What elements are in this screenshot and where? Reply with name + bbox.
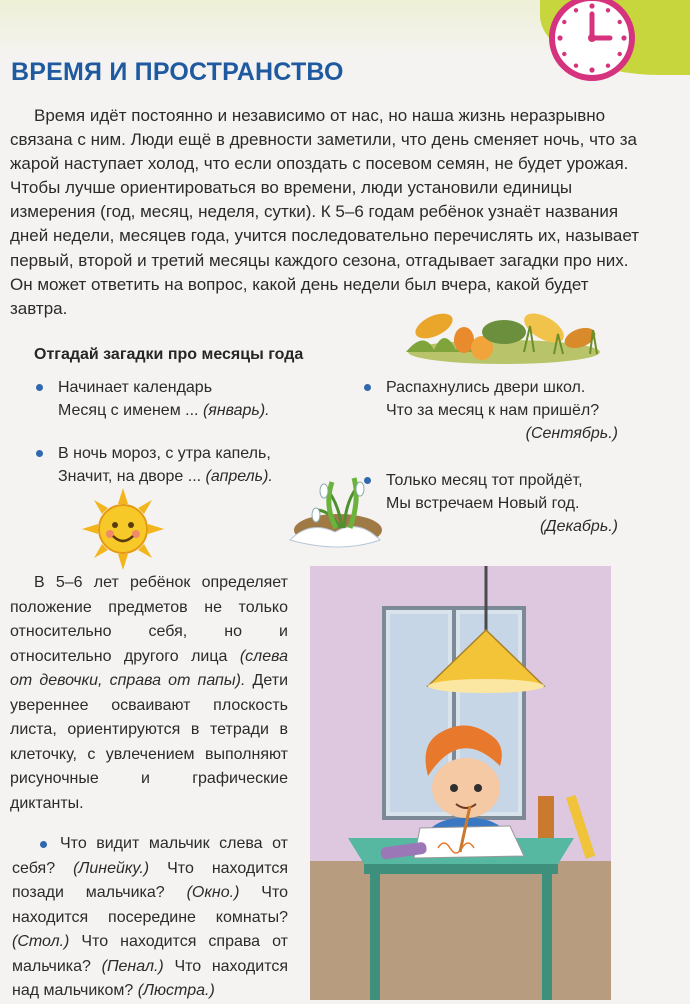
question-answer: (Стол.) bbox=[12, 933, 70, 950]
riddle-answer: (Сентябрь.) bbox=[525, 425, 618, 442]
boy-at-desk-illustration bbox=[310, 566, 611, 1000]
question-answer: (Пенал.) bbox=[101, 957, 164, 975]
question: Что находится посередине комнаты? bbox=[12, 884, 289, 926]
bullet-icon bbox=[40, 841, 47, 848]
riddle-answer: (январь). bbox=[202, 402, 270, 419]
riddle-line: Что за месяц к нам пришёл? bbox=[386, 402, 600, 419]
space-text-2: Дети увереннее осваивают плоскость листа, ориентируются в тетради в клеточку, с увлечением выполняют рисуночные и графические диктанты. bbox=[10, 672, 288, 812]
riddle-line: В ночь мороз, с утра капель, bbox=[58, 445, 271, 462]
riddle-line: Мы встречаем Новый год. bbox=[386, 495, 580, 512]
riddle-line: Начинает календарь bbox=[58, 379, 213, 396]
question: Что находится над мальчиком? bbox=[12, 957, 289, 999]
questions-paragraph bbox=[12, 832, 288, 1004]
riddle-line: Только месяц тот пройдёт, bbox=[386, 472, 583, 489]
riddle-line: Значит, на дворе ... bbox=[58, 468, 202, 485]
question-answer: (Линейку.) bbox=[73, 859, 150, 877]
intro-paragraph: Время идёт постоянно и независимо от нас, но наша жизнь неразрывно связана с ним. Люди ещё в древности заметили, что день сменяет ночь, что за жарой наступает холод, что если опоздать с посевом семян, не будет урожая. Чтобы лучше ориентироваться во времени, люди установили единицы измерения (год, месяц, неделя, сутки). К 5–6 годам ребёнок узнаёт названия дней недели, месяцев года, учится последовательно перечислять их, называет первый, второй и третий месяцы каждого сезона, отгадывает загадки про них. Он может ответить на вопрос, какой день недели был вчера, какой будет завтра. bbox=[10, 106, 640, 318]
riddle-answer: (Декабрь.) bbox=[539, 518, 618, 535]
riddles-heading: Отгадай загадки про месяцы года bbox=[34, 346, 304, 363]
snowdrop-illustration bbox=[280, 470, 390, 555]
bullet-icon bbox=[36, 384, 43, 391]
riddle-january bbox=[58, 376, 270, 422]
clock-icon bbox=[546, 0, 638, 84]
space-paragraph bbox=[10, 571, 288, 816]
question-answer: (Окно.) bbox=[186, 884, 240, 901]
question: Что находится справа от мальчика? bbox=[12, 933, 288, 975]
space-example: (слева от девочки, справа от папы). bbox=[10, 647, 288, 689]
space-text: В 5–6 лет ребёнок определяет положение предметов не только относительно себя, но и относительно другого лица bbox=[10, 574, 288, 665]
riddle-december bbox=[386, 469, 618, 538]
riddle-september bbox=[386, 376, 618, 445]
bullet-icon bbox=[364, 384, 371, 391]
riddle-line: Распахнулись двери школ. bbox=[386, 379, 586, 396]
bullet-icon bbox=[36, 450, 43, 457]
autumn-leaves-illustration bbox=[404, 300, 604, 370]
page-title: ВРЕМЯ И ПРОСТРАНСТВО bbox=[11, 58, 344, 86]
question: Что находится позади мальчика? bbox=[12, 859, 288, 901]
riddle-answer: (апрель). bbox=[205, 468, 273, 485]
sun-illustration bbox=[82, 488, 164, 570]
question: Что видит мальчик слева от себя? bbox=[12, 835, 288, 877]
question-answer: (Люстра.) bbox=[137, 982, 215, 999]
riddle-line: Месяц с именем ... bbox=[58, 402, 199, 419]
riddle-april bbox=[58, 442, 273, 488]
